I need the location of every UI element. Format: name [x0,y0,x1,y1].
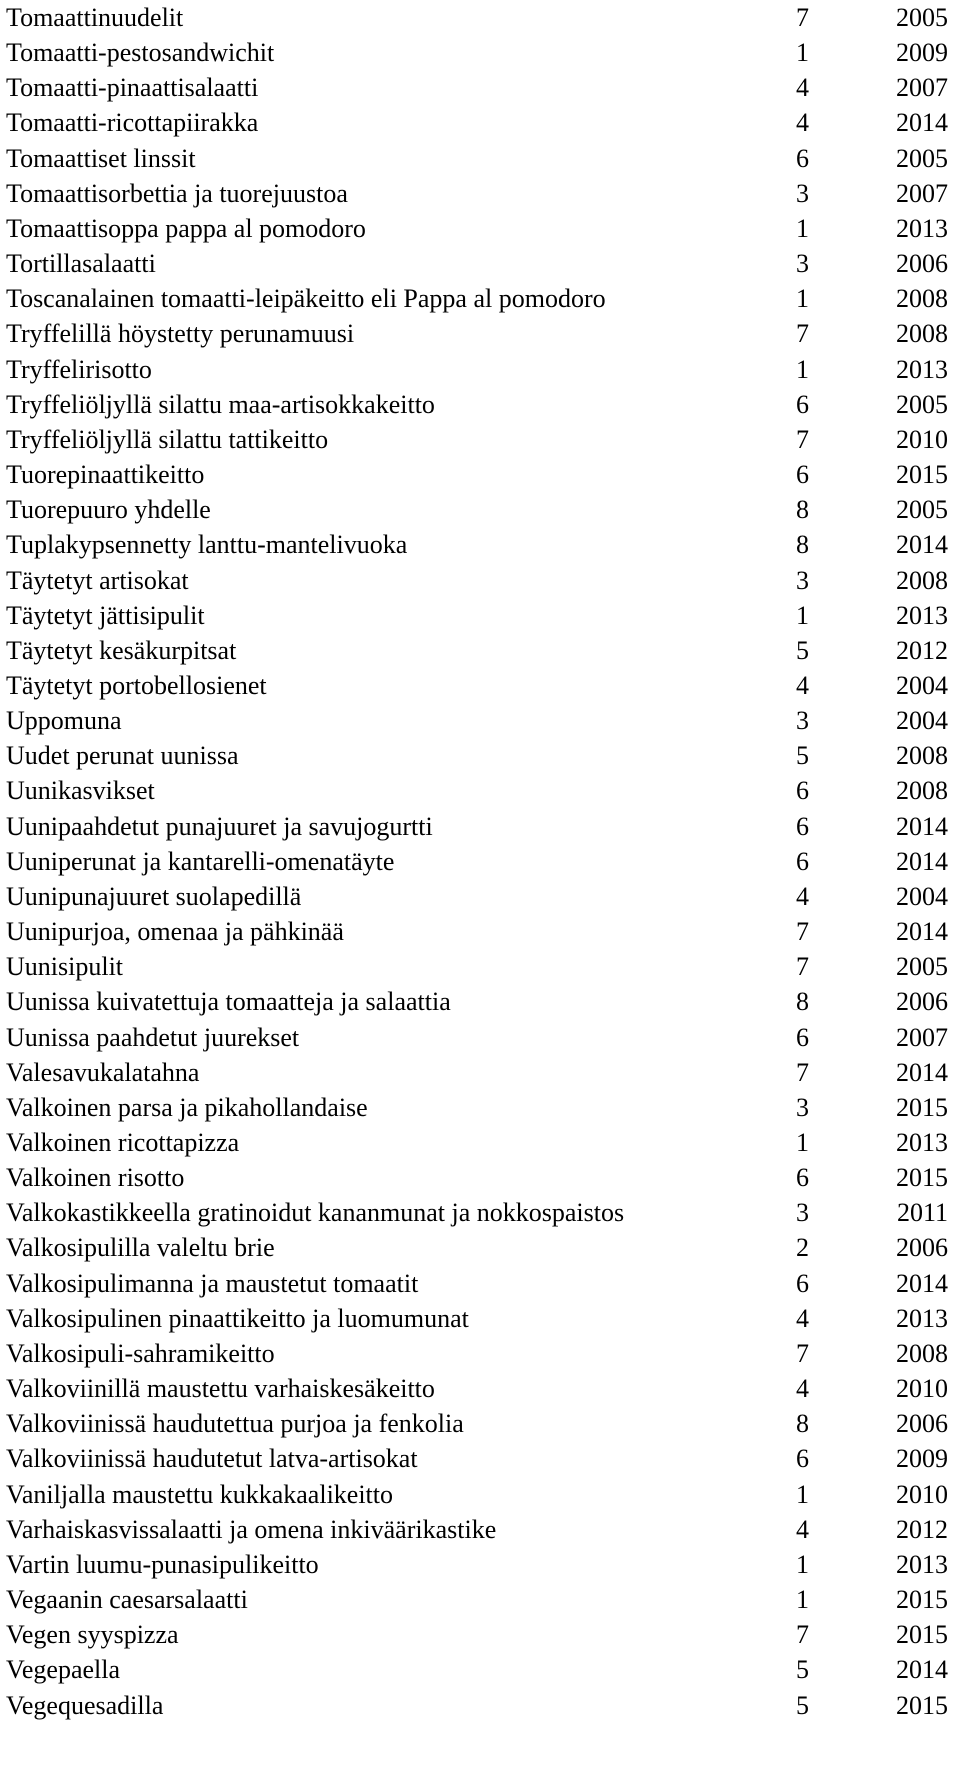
table-row [6,105,948,140]
issue-number: 1 [796,354,809,384]
table-row [6,773,948,808]
issue-year: 2005 [896,495,948,525]
issue-number: 4 [796,73,809,103]
recipe-name: Vartin luumu-punasipulikeitto [6,1549,319,1579]
table-row [6,141,948,176]
table-row [6,1336,948,1371]
issue-number: 3 [796,178,809,208]
issue-number: 6 [796,1444,809,1474]
recipe-name: Valkosipuli-sahramikeitto [6,1338,275,1368]
issue-year: 2015 [896,1585,948,1615]
issue-number: 7 [796,917,809,947]
issue-year: 2010 [896,1479,948,1509]
table-row [6,527,948,562]
recipe-name: Uunikasvikset [6,776,155,806]
issue-year: 2007 [896,1022,948,1052]
table-row [6,1266,948,1301]
recipe-name: Tomaatti-pestosandwichit [6,38,275,68]
issue-year: 2008 [896,319,948,349]
table-row [6,35,948,70]
issue-year: 2009 [896,38,948,68]
issue-number: 6 [796,389,809,419]
issue-number: 7 [796,1057,809,1087]
recipe-name: Valkoviinillä maustettu varhaiskesäkeitto [6,1374,435,1404]
table-row [6,1371,948,1406]
table-row [6,879,948,914]
recipe-name: Uunipaahdetut punajuuret ja savujogurtti [6,811,433,841]
recipe-name: Tryffelillä höystetty perunamuusi [6,319,355,349]
recipe-name: Vegaanin caesarsalaatti [6,1585,248,1615]
recipe-index-rows [6,0,948,1723]
recipe-name: Uunisipulit [6,952,124,982]
table-row [6,176,948,211]
issue-year: 2014 [896,1268,948,1298]
issue-number: 8 [796,495,809,525]
issue-year: 2007 [896,73,948,103]
issue-year: 2014 [896,917,948,947]
issue-number: 3 [796,565,809,595]
issue-number: 1 [796,213,809,243]
issue-year: 2014 [896,1655,948,1685]
issue-year: 2013 [896,1549,948,1579]
issue-number: 1 [796,1585,809,1615]
issue-year: 2013 [896,354,948,384]
issue-number: 5 [796,1655,809,1685]
issue-year: 2011 [896,1198,948,1228]
issue-number: 6 [796,846,809,876]
issue-number: 6 [796,776,809,806]
issue-number: 4 [796,108,809,138]
issue-number: 1 [796,1549,809,1579]
table-row [6,1020,948,1055]
recipe-name: Valkoinen ricottapizza [6,1128,240,1157]
table-row [6,668,948,703]
issue-number: 7 [796,319,809,349]
issue-number: 4 [796,1514,809,1544]
issue-year: 2013 [896,600,948,630]
issue-number: 7 [796,952,809,982]
table-row [6,1055,948,1090]
issue-year: 2008 [896,776,948,806]
issue-number: 1 [796,38,809,68]
issue-number: 5 [796,635,809,665]
issue-year: 2014 [896,1057,948,1087]
recipe-name: Vegen syyspizza [6,1620,179,1650]
issue-number: 3 [796,1092,809,1122]
recipe-name: Tortillasalaatti [6,249,156,279]
recipe-name: Valkoinen parsa ja pikahollandaise [6,1092,368,1122]
issue-number: 6 [796,1163,809,1193]
table-row [6,809,948,844]
issue-year: 2015 [896,1092,948,1122]
issue-number: 2 [796,1233,809,1263]
recipe-name: Täytetyt kesäkurpitsat [6,635,237,665]
issue-year: 2004 [896,670,948,700]
recipe-name: Tryffelirisotto [6,354,152,384]
table-row [6,1617,948,1652]
issue-number: 8 [796,1409,809,1439]
table-row [6,316,948,351]
table-row [6,1230,948,1265]
table-row [6,1582,948,1617]
issue-year: 2007 [896,178,948,208]
table-row [6,422,948,457]
recipe-name: Tomaatti-ricottapiirakka [6,108,259,138]
table-row [6,563,948,598]
table-row [6,1512,948,1547]
issue-year: 2005 [896,952,948,982]
issue-number: 7 [796,3,809,32]
issue-number: 3 [796,1198,809,1228]
issue-year: 2004 [896,881,948,911]
issue-year: 2005 [896,143,948,173]
table-row [6,1652,948,1687]
issue-number: 7 [796,424,809,454]
issue-year: 2008 [896,1338,948,1368]
issue-number: 4 [796,1303,809,1333]
issue-number: 4 [796,670,809,700]
recipe-name: Tomaatti-pinaattisalaatti [6,73,259,103]
recipe-name: Valkoviinissä haudutetut latva-artisokat [6,1444,418,1474]
recipe-name: Täytetyt portobellosienet [6,670,267,700]
issue-year: 2014 [896,811,948,841]
issue-number: 1 [796,1479,809,1509]
recipe-name: Täytetyt artisokat [6,565,189,595]
issue-year: 2006 [896,249,948,279]
issue-number: 6 [796,1268,809,1298]
recipe-name: Tuorepinaattikeitto [6,460,205,490]
table-row [6,492,948,527]
recipe-name: Uppomuna [6,706,122,736]
issue-year: 2008 [896,741,948,771]
table-row [6,598,948,633]
table-row [6,211,948,246]
issue-year: 2014 [896,846,948,876]
issue-year: 2006 [896,1233,948,1263]
issue-year: 2014 [896,530,948,560]
issue-number: 1 [796,600,809,630]
table-row [6,633,948,668]
table-row [6,352,948,387]
recipe-name: Tomaattiset linssit [6,143,196,173]
issue-year: 2008 [896,284,948,314]
table-row [6,246,948,281]
recipe-name: Uudet perunat uunissa [6,741,239,771]
issue-number: 6 [796,811,809,841]
recipe-name: Uunipunajuuret suolapedillä [6,881,302,911]
recipe-name: Valkosipulinen pinaattikeitto ja luomumunat [6,1303,469,1333]
table-row [6,844,948,879]
issue-year: 2009 [896,1444,948,1474]
table-row [6,703,948,738]
issue-year: 2012 [896,635,948,665]
issue-number: 3 [796,249,809,279]
recipe-name: Tuplakypsennetty lanttu-mantelivuoka [6,530,408,560]
recipe-name: Valkoinen risotto [6,1163,185,1193]
table-row [6,457,948,492]
table-row [6,1477,948,1512]
recipe-name: Uunissa kuivatettuja tomaatteja ja salaattia [6,987,451,1017]
issue-number: 6 [796,460,809,490]
issue-number: 8 [796,987,809,1017]
issue-number: 1 [796,284,809,314]
issue-number: 6 [796,143,809,173]
table-row [6,1195,948,1230]
recipe-name: Tuorepuuro yhdelle [6,495,211,525]
recipe-name: Tomaattisoppa pappa al pomodoro [6,213,366,243]
table-row [6,1406,948,1441]
issue-year: 2015 [896,460,948,490]
recipe-name: Täytetyt jättisipulit [6,600,205,630]
table-row [6,1688,948,1723]
issue-number: 6 [796,1022,809,1052]
issue-number: 8 [796,530,809,560]
recipe-name: Varhaiskasvissalaatti ja omena inkiväärikastike [6,1514,497,1544]
issue-year: 2006 [896,987,948,1017]
issue-year: 2010 [896,424,948,454]
recipe-name: Tryffeliöljyllä silattu tattikeitto [6,424,329,454]
issue-number: 5 [796,1690,809,1720]
table-row [6,984,948,1019]
recipe-name: Vegequesadilla [6,1690,164,1720]
issue-year: 2015 [896,1163,948,1193]
recipe-name: Toscanalainen tomaatti-leipäkeitto eli Pappa al pomodoro [6,284,606,314]
table-row [6,1547,948,1582]
table-row [6,387,948,422]
issue-number: 4 [796,1374,809,1404]
table-row [6,1090,948,1125]
issue-year: 2005 [896,3,948,32]
issue-year: 2013 [896,213,948,243]
issue-number: 7 [796,1338,809,1368]
table-row [6,1160,948,1195]
issue-year: 2012 [896,1514,948,1544]
recipe-name: Tryffeliöljyllä silattu maa-artisokkakeitto [6,389,435,419]
recipe-name: Tomaattisorbettia ja tuorejuustoa [6,178,348,208]
table-row [6,1125,948,1160]
table-row [6,281,948,316]
table-row [6,949,948,984]
issue-year: 2006 [896,1409,948,1439]
table-row [6,0,948,35]
issue-number: 4 [796,881,809,911]
issue-year: 2008 [896,565,948,595]
issue-year: 2005 [896,389,948,419]
recipe-name: Valkokastikkeella gratinoidut kananmunat ja nokkospaistos [6,1198,625,1228]
issue-year: 2013 [896,1128,948,1157]
issue-number: 3 [796,706,809,736]
recipe-name: Valesavukalatahna [6,1057,200,1087]
table-row [6,70,948,105]
recipe-name: Valkosipulilla valeltu brie [6,1233,275,1263]
recipe-name: Uunipurjoa, omenaa ja pähkinää [6,917,344,947]
recipe-index-table [6,0,948,1723]
issue-number: 5 [796,741,809,771]
issue-year: 2015 [896,1690,948,1720]
issue-number: 1 [796,1128,809,1157]
issue-year: 2013 [896,1303,948,1333]
table-row [6,738,948,773]
recipe-name: Vegepaella [6,1655,121,1685]
table-row [6,1441,948,1476]
recipe-name: Vaniljalla maustettu kukkakaalikeitto [6,1479,394,1509]
recipe-name: Uuniperunat ja kantarelli-omenatäyte [6,846,395,876]
recipe-name: Valkoviinissä haudutettua purjoa ja fenkolia [6,1409,464,1439]
issue-number: 7 [796,1620,809,1650]
issue-year: 2010 [896,1374,948,1404]
table-row [6,1301,948,1336]
issue-year: 2015 [896,1620,948,1650]
issue-year: 2004 [896,706,948,736]
recipe-name: Tomaattinuudelit [6,3,184,32]
recipe-name: Uunissa paahdetut juurekset [6,1022,300,1052]
table-row [6,914,948,949]
issue-year: 2014 [896,108,948,138]
recipe-name: Valkosipulimanna ja maustetut tomaatit [6,1268,419,1298]
